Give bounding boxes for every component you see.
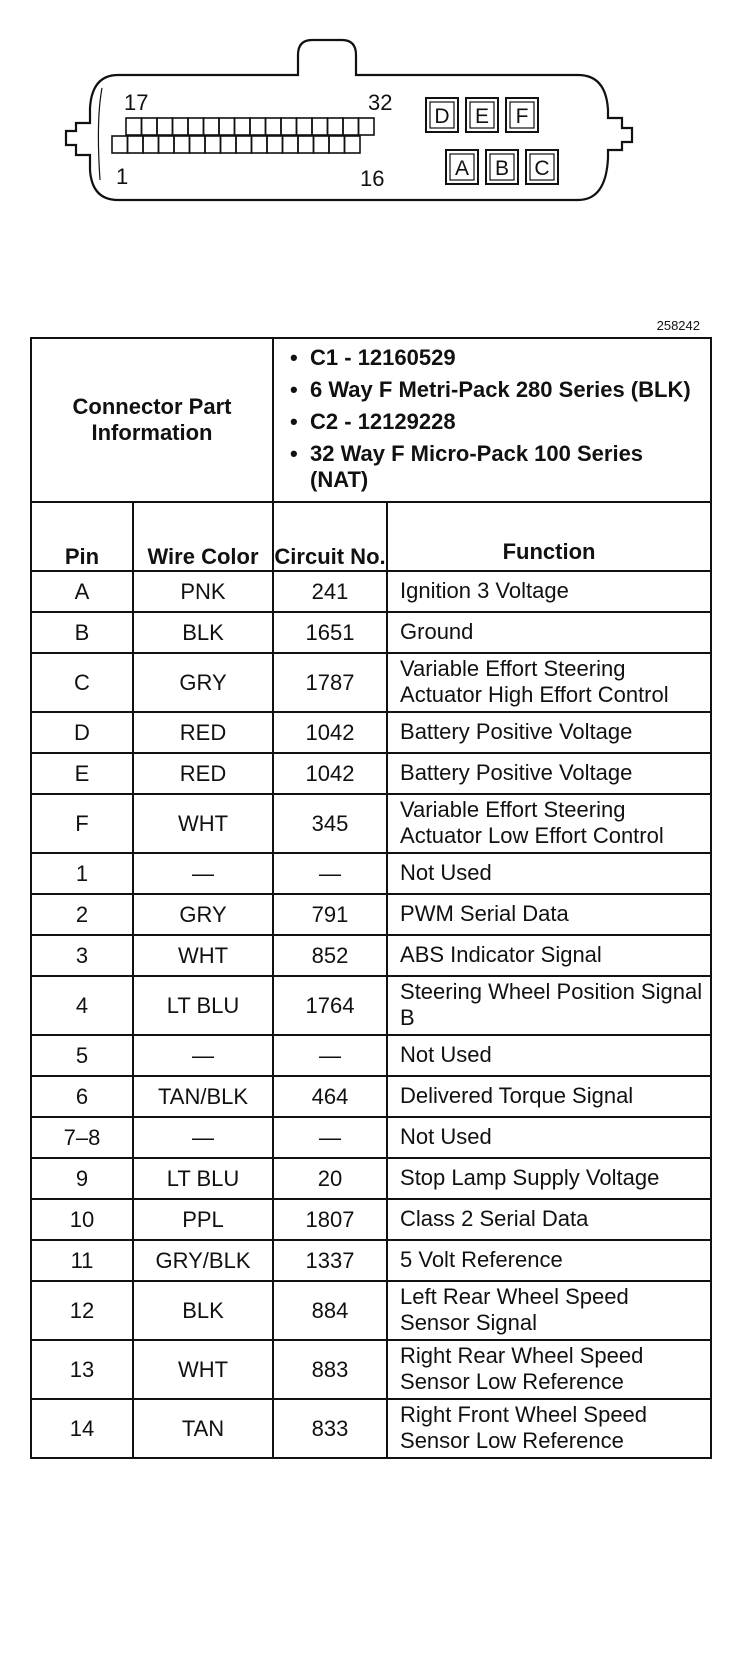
table-row [31, 712, 711, 753]
wire-color-cell: WHT [133, 1340, 273, 1399]
circuit-no-cell: 852 [273, 935, 387, 976]
circuit-no-cell: 1787 [273, 653, 387, 712]
wire-color-cell: LT BLU [133, 1158, 273, 1199]
table-row [31, 1199, 711, 1240]
column-header-row [31, 502, 711, 571]
svg-text:A: A [454, 157, 470, 180]
circuit-no-cell: 1651 [273, 612, 387, 653]
pin-cavity [312, 118, 328, 135]
function-cell: Left Rear Wheel Speed Sensor Signal [387, 1281, 711, 1340]
pin-cavity [159, 136, 175, 153]
pin-cavity [267, 136, 283, 153]
part-info-label: Connector Part Information [31, 338, 273, 502]
part-info-list [273, 338, 711, 502]
pin-row-top [126, 118, 374, 135]
pin-cell: 1 [31, 853, 133, 894]
wire-color-cell: TAN/BLK [133, 1076, 273, 1117]
table-row [31, 1281, 711, 1340]
pin-cavity [142, 118, 158, 135]
pin-cell: 4 [31, 976, 133, 1035]
pin-cavity [266, 118, 282, 135]
pin-cell: 3 [31, 935, 133, 976]
pin-cavity [235, 118, 251, 135]
circuit-no-cell: 833 [273, 1399, 387, 1458]
pin-cell: E [31, 753, 133, 794]
wire-color-cell: — [133, 1035, 273, 1076]
pin-label-32: 32 [368, 90, 393, 115]
pin-cell: D [31, 712, 133, 753]
function-cell: Stop Lamp Supply Voltage [387, 1158, 711, 1199]
pin-cell: A [31, 571, 133, 612]
pin-cavity [236, 136, 252, 153]
pin-label-1: 1 [116, 164, 129, 189]
function-cell: Delivered Torque Signal [387, 1076, 711, 1117]
pin-cavity [188, 118, 204, 135]
pin-cell: 13 [31, 1340, 133, 1399]
table-row [31, 894, 711, 935]
function-cell: 5 Volt Reference [387, 1240, 711, 1281]
wire-color-cell: PPL [133, 1199, 273, 1240]
cavity-C [526, 150, 558, 184]
pin-cavity [298, 136, 314, 153]
pin-cavity [112, 136, 128, 153]
svg-text:D: D [434, 105, 450, 128]
circuit-no-cell: 345 [273, 794, 387, 853]
wire-color-cell: LT BLU [133, 976, 273, 1035]
column-header-function: Function [387, 502, 711, 571]
pin-cavity [126, 118, 142, 135]
table-row [31, 794, 711, 853]
table-row [31, 1340, 711, 1399]
circuit-no-cell: 1042 [273, 753, 387, 794]
table-row [31, 653, 711, 712]
column-header-pin: Pin [31, 502, 133, 571]
table-row [31, 571, 711, 612]
pin-cell: 7–8 [31, 1117, 133, 1158]
cavity-B [486, 150, 518, 184]
table-row [31, 853, 711, 894]
part-info-item: • C2 - 12129228 [288, 409, 700, 435]
function-cell: Right Front Wheel Speed Sensor Low Reference [387, 1399, 711, 1458]
wire-color-cell: WHT [133, 794, 273, 853]
column-header-circuit-no: Circuit No. [273, 502, 387, 571]
table-row [31, 612, 711, 653]
circuit-no-cell: 20 [273, 1158, 387, 1199]
pin-cavity [173, 118, 189, 135]
function-cell: Ignition 3 Voltage [387, 571, 711, 612]
pin-cavity [250, 118, 266, 135]
function-cell: Battery Positive Voltage [387, 712, 711, 753]
circuit-no-cell: 883 [273, 1340, 387, 1399]
cavity-D [426, 98, 458, 132]
pin-cavity [219, 118, 235, 135]
pin-cavity [283, 136, 299, 153]
pin-cell: 11 [31, 1240, 133, 1281]
column-header-wire-color: Wire Color [133, 502, 273, 571]
circuit-no-cell: — [273, 1035, 387, 1076]
circuit-no-cell: 1337 [273, 1240, 387, 1281]
svg-text:C: C [534, 157, 550, 180]
svg-text:F: F [515, 105, 529, 128]
housing-inner-edge [98, 88, 102, 180]
pin-cavity [190, 136, 206, 153]
part-info-item: • C1 - 12160529 [288, 345, 700, 371]
pin-cavity [174, 136, 190, 153]
cavity-A [446, 150, 478, 184]
wire-color-cell: BLK [133, 612, 273, 653]
pin-cavity [328, 118, 344, 135]
part-info-row [31, 338, 711, 502]
pin-cell: B [31, 612, 133, 653]
circuit-no-cell: 884 [273, 1281, 387, 1340]
function-cell: Battery Positive Voltage [387, 753, 711, 794]
connector-diagram [0, 0, 752, 320]
wire-color-cell: TAN [133, 1399, 273, 1458]
table-row [31, 1158, 711, 1199]
circuit-no-cell: 1807 [273, 1199, 387, 1240]
pin-cavity [343, 118, 359, 135]
wire-color-cell: WHT [133, 935, 273, 976]
pin-cell: 12 [31, 1281, 133, 1340]
function-cell: Right Rear Wheel Speed Sensor Low Reference [387, 1340, 711, 1399]
connector-pinout-table [30, 337, 712, 1459]
pin-cell: F [31, 794, 133, 853]
table-row [31, 1399, 711, 1458]
svg-text:B: B [494, 157, 510, 180]
wire-color-cell: RED [133, 753, 273, 794]
circuit-no-cell: — [273, 853, 387, 894]
pin-cell: 6 [31, 1076, 133, 1117]
pin-cell: 10 [31, 1199, 133, 1240]
pin-cell: 5 [31, 1035, 133, 1076]
pin-cavity [281, 118, 297, 135]
wire-color-cell: GRY/BLK [133, 1240, 273, 1281]
circuit-no-cell: 464 [273, 1076, 387, 1117]
circuit-no-cell: 1764 [273, 976, 387, 1035]
svg-text:E: E [474, 105, 490, 128]
function-cell: PWM Serial Data [387, 894, 711, 935]
circuit-no-cell: — [273, 1117, 387, 1158]
pin-cavity [314, 136, 330, 153]
pin-label-17: 17 [124, 90, 149, 115]
circuit-no-cell: 791 [273, 894, 387, 935]
pin-cell: C [31, 653, 133, 712]
wire-color-cell: — [133, 853, 273, 894]
table-row [31, 1240, 711, 1281]
circuit-no-cell: 241 [273, 571, 387, 612]
table-row [31, 1117, 711, 1158]
pin-cavity [205, 136, 221, 153]
pin-cell: 9 [31, 1158, 133, 1199]
function-cell: ABS Indicator Signal [387, 935, 711, 976]
function-cell: Not Used [387, 853, 711, 894]
wire-color-cell: RED [133, 712, 273, 753]
cavity-E [466, 98, 498, 132]
function-cell: Variable Effort Steering Actuator Low Effort Control [387, 794, 711, 853]
function-cell: Steering Wheel Position Signal B [387, 976, 711, 1035]
table-row [31, 935, 711, 976]
function-cell: Not Used [387, 1035, 711, 1076]
function-cell: Variable Effort Steering Actuator High Effort Control [387, 653, 711, 712]
pin-cavity [221, 136, 237, 153]
wire-color-cell: — [133, 1117, 273, 1158]
table-row [31, 976, 711, 1035]
cavity-F [506, 98, 538, 132]
function-cell: Class 2 Serial Data [387, 1199, 711, 1240]
function-cell: Ground [387, 612, 711, 653]
pin-cavity [157, 118, 173, 135]
pin-cavity [143, 136, 159, 153]
figure-id: 258242 [656, 318, 700, 333]
wire-color-cell: GRY [133, 894, 273, 935]
pin-cavity [345, 136, 361, 153]
wire-color-cell: PNK [133, 571, 273, 612]
circuit-no-cell: 1042 [273, 712, 387, 753]
pin-cavity [252, 136, 268, 153]
wire-color-cell: GRY [133, 653, 273, 712]
wire-color-cell: BLK [133, 1281, 273, 1340]
pin-cavity [329, 136, 345, 153]
table-row [31, 753, 711, 794]
pin-cell: 14 [31, 1399, 133, 1458]
pin-cavity [128, 136, 144, 153]
table-row [31, 1035, 711, 1076]
function-cell: Not Used [387, 1117, 711, 1158]
pin-cavity [204, 118, 220, 135]
pin-cavity [297, 118, 313, 135]
pin-row-bottom [112, 136, 360, 153]
part-info-item: • 32 Way F Micro-Pack 100 Series (NAT) [288, 441, 700, 493]
pin-cavity [359, 118, 375, 135]
part-info-item: • 6 Way F Metri-Pack 280 Series (BLK) [288, 377, 700, 403]
pin-cell: 2 [31, 894, 133, 935]
table-row [31, 1076, 711, 1117]
pin-label-16: 16 [360, 166, 385, 191]
